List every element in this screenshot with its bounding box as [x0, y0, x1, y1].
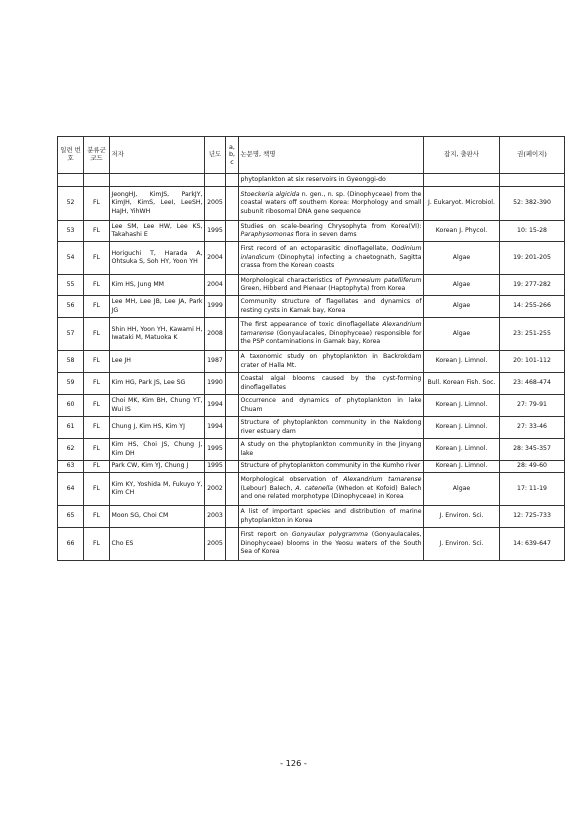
- cell-volume-pages: 28: 345-357: [500, 439, 565, 461]
- cell-journal: Korean J. Limnol.: [424, 461, 500, 473]
- cell-year: 2005: [205, 528, 226, 561]
- cell-title: [239, 275, 424, 296]
- cell-serial-no: 59: [58, 373, 84, 395]
- cell-volume-pages: 14: 255-266: [500, 296, 565, 318]
- cell-title: [239, 417, 424, 439]
- continuation-title: phytoplankton at six reservoirs in Gyeonggi-do: [239, 174, 424, 187]
- title-text: Occurrence and dynamics of phytoplankton in lake Chuam: [240, 397, 422, 413]
- cell-volume-pages: 20: 101-112: [500, 351, 565, 373]
- cell-abc: [226, 373, 239, 395]
- cell-abc: [226, 395, 239, 417]
- cell-taxon-code: FL: [84, 439, 110, 461]
- cell-volume-pages: 28: 49-60: [500, 461, 565, 473]
- cell-taxon-code: FL: [84, 528, 110, 561]
- cell-abc: [226, 351, 239, 373]
- cell-authors: JeongHJ, KimJS, ParkJY, KimJH, KimS, LeeI, LeeSH, HaJH, YihWH: [110, 187, 205, 221]
- cell-authors: Kim KY, Yoshida M, Fukuyo Y, Kim CH: [110, 473, 205, 506]
- cell-serial-no: 62: [58, 439, 84, 461]
- cell-year: 2005: [205, 187, 226, 221]
- cell-journal: J. Environ. Sci.: [424, 506, 500, 528]
- table-row: [58, 221, 565, 242]
- cell-journal: Korean J. Limnol.: [424, 439, 500, 461]
- title-species-name: Paraphysomonas: [240, 231, 294, 238]
- title-text: Green, Hibberd and Pienaar (Haptophyta) from Korea: [240, 285, 406, 292]
- cell-serial-no: 58: [58, 351, 84, 373]
- cell-year: 1994: [205, 417, 226, 439]
- cell-taxon-code: FL: [84, 351, 110, 373]
- title-text: The first appearance of toxic dinoflagellate: [240, 321, 383, 329]
- cell-serial-no: 65: [58, 506, 84, 528]
- title-species-name: Alexandrium tamarense: [343, 476, 422, 484]
- cell-title: [239, 373, 424, 395]
- cell-journal: Algae: [424, 275, 500, 296]
- cell-journal: Korean J. Limnol.: [424, 417, 500, 439]
- title-text: First record of an ectoparasitic dinoflagellate,: [240, 245, 392, 253]
- cell-taxon-code: FL: [84, 373, 110, 395]
- cell-authors: Lee SM, Lee HW, Lee KS, Takahashi E: [110, 221, 205, 242]
- table-row: [58, 275, 565, 296]
- cell-authors: Park CW, Kim YJ, Chung J: [110, 461, 205, 473]
- cell-serial-no: 64: [58, 473, 84, 506]
- cell-taxon-code: FL: [84, 275, 110, 296]
- cell-authors: Kim HG, Park JS, Lee SG: [110, 373, 205, 395]
- cell-authors: Choi MK, Kim BH, Chung YT, Wui IS: [110, 395, 205, 417]
- cell-abc: [226, 506, 239, 528]
- cell-empty: [205, 174, 226, 187]
- cell-volume-pages: 10: 15-28: [500, 221, 565, 242]
- cell-title: [239, 473, 424, 506]
- cell-title: [239, 506, 424, 528]
- title-text: (Gonyaulacales, Dinophyceae) blooms in the Yeosu waters of the South Sea of Korea: [240, 531, 422, 556]
- cell-year: 1995: [205, 439, 226, 461]
- title-text: A taxonomic study on phytoplankton in Backrokdam crater of Halla Mt.: [240, 353, 422, 369]
- document-page: [57, 136, 551, 561]
- cell-abc: [226, 417, 239, 439]
- header-serial-no: 일련 번호: [58, 137, 84, 174]
- cell-authors: Kim HS, Jung MM: [110, 275, 205, 296]
- table-row: [58, 439, 565, 461]
- page-number: - 126 -: [280, 758, 307, 768]
- cell-volume-pages: 23: 468-474: [500, 373, 565, 395]
- cell-taxon-code: FL: [84, 221, 110, 242]
- cell-title: [239, 351, 424, 373]
- title-species-name: A. catenella: [295, 484, 334, 492]
- title-species-name: Alexandrium tamarense: [240, 321, 422, 337]
- cell-title: [239, 187, 424, 221]
- cell-year: 1995: [205, 221, 226, 242]
- cell-volume-pages: 12: 725-733: [500, 506, 565, 528]
- title-text: n. gen., n. sp. (Dinophyceae) from the coastal waters off southern Korea: Morphology and small subunit ribosomal DNA gene sequence: [240, 190, 422, 215]
- cell-empty: [500, 174, 565, 187]
- cell-journal: Algae: [424, 296, 500, 318]
- cell-authors: Lee JH: [110, 351, 205, 373]
- cell-year: 1994: [205, 395, 226, 417]
- cell-serial-no: 54: [58, 242, 84, 275]
- title-species-name: Oodinium inlandicum: [240, 245, 422, 261]
- cell-serial-no: 61: [58, 417, 84, 439]
- cell-year: 1990: [205, 373, 226, 395]
- cell-authors: Kim HS, Choi JS, Chung J, Kim DH: [110, 439, 205, 461]
- cell-abc: [226, 318, 239, 351]
- cell-empty: [226, 174, 239, 187]
- cell-abc: [226, 528, 239, 561]
- cell-journal: J. Eukaryot. Microbiol.: [424, 187, 500, 221]
- cell-taxon-code: FL: [84, 318, 110, 351]
- cell-serial-no: 60: [58, 395, 84, 417]
- table-row: [58, 318, 565, 351]
- cell-volume-pages: 23: 251-255: [500, 318, 565, 351]
- cell-abc: [226, 473, 239, 506]
- table-row: [58, 417, 565, 439]
- cell-authors: Shin HH, Yoon YH, Kawami H, Iwataki M, Matuoka K: [110, 318, 205, 351]
- cell-empty: [84, 174, 110, 187]
- table-header-row: [58, 137, 565, 174]
- cell-journal: Korean J. Phycol.: [424, 221, 500, 242]
- header-year: 년도: [205, 137, 226, 174]
- cell-title: [239, 242, 424, 275]
- cell-authors: Lee MH, Lee JB, Lee JA, Park JG: [110, 296, 205, 318]
- cell-journal: Algae: [424, 318, 500, 351]
- cell-authors: Horiguchi T, Harada A, Ohtsuka S, Soh HY, Yoon YH: [110, 242, 205, 275]
- cell-year: 2004: [205, 275, 226, 296]
- cell-abc: [226, 221, 239, 242]
- table-row: [58, 473, 565, 506]
- cell-year: 2004: [205, 242, 226, 275]
- cell-journal: Bull. Korean Fish. Soc.: [424, 373, 500, 395]
- cell-volume-pages: 17: 11-19: [500, 473, 565, 506]
- cell-taxon-code: FL: [84, 506, 110, 528]
- header-title: 논문명, 책명: [239, 137, 424, 174]
- cell-volume-pages: 19: 201-205: [500, 242, 565, 275]
- cell-title: [239, 318, 424, 351]
- title-species-name: Gonyaulax polygramma: [291, 531, 368, 539]
- cell-empty: [110, 174, 205, 187]
- cell-year: 1987: [205, 351, 226, 373]
- title-text: First report on: [240, 531, 292, 539]
- table-row: [58, 528, 565, 561]
- title-species-name: Stoeckeria algicida: [240, 190, 300, 198]
- cell-authors: Moon SG, Choi CM: [110, 506, 205, 528]
- cell-title: [239, 439, 424, 461]
- cell-year: 2008: [205, 318, 226, 351]
- continuation-row: [58, 174, 565, 187]
- table-row: [58, 461, 565, 473]
- cell-taxon-code: FL: [84, 187, 110, 221]
- cell-title: [239, 461, 424, 473]
- cell-taxon-code: FL: [84, 417, 110, 439]
- cell-serial-no: 66: [58, 528, 84, 561]
- cell-journal: Korean J. Limnol.: [424, 351, 500, 373]
- title-text: (Gonyaulacales, Dinophyceae) responsible for the PSP contaminations in Gamak bay, Korea: [240, 329, 422, 346]
- table-row: [58, 373, 565, 395]
- title-text: flora in seven dams: [293, 231, 357, 238]
- cell-taxon-code: FL: [84, 461, 110, 473]
- cell-abc: [226, 296, 239, 318]
- cell-serial-no: 57: [58, 318, 84, 351]
- header-taxon-code: 분류군 코드: [84, 137, 110, 174]
- cell-taxon-code: FL: [84, 242, 110, 275]
- title-text: A study on the phytoplankton community in the Jinyang lake: [240, 441, 422, 457]
- cell-serial-no: 52: [58, 187, 84, 221]
- cell-serial-no: 55: [58, 275, 84, 296]
- cell-year: 2003: [205, 506, 226, 528]
- cell-year: 2002: [205, 473, 226, 506]
- cell-volume-pages: 27: 79-91: [500, 395, 565, 417]
- title-text: Structure of phytoplankton community in the Kumho river: [240, 462, 421, 470]
- cell-authors: Chung J, Kim HS, Kim YJ: [110, 417, 205, 439]
- title-species-name: Pymnesium patelliferum: [344, 276, 422, 284]
- title-text: Studies on scale-bearing Chrysophyta from Korea(VI):: [240, 222, 422, 230]
- cell-volume-pages: 19: 277-282: [500, 275, 565, 296]
- cell-abc: [226, 439, 239, 461]
- cell-empty: [424, 174, 500, 187]
- table-row: [58, 506, 565, 528]
- cell-title: [239, 528, 424, 561]
- cell-journal: Algae: [424, 473, 500, 506]
- cell-year: 1999: [205, 296, 226, 318]
- table-row: [58, 351, 565, 373]
- title-text: Coastal algal blooms caused by the cyst-forming dinoflagellates: [240, 375, 422, 391]
- title-text: (Dinophyta) infecting a chaetognath, Sagitta crassa from the Korean coasts: [240, 253, 422, 270]
- cell-abc: [226, 275, 239, 296]
- cell-abc: [226, 187, 239, 221]
- header-abc: a, b, c: [226, 137, 239, 174]
- table-row: [58, 242, 565, 275]
- cell-taxon-code: FL: [84, 395, 110, 417]
- bibliography-table: [57, 136, 565, 561]
- title-text: Community structure of flagellates and dynamics of resting cysts in Kamak bay, Korea: [240, 298, 422, 314]
- cell-serial-no: 63: [58, 461, 84, 473]
- cell-journal: Korean J. Limnol.: [424, 395, 500, 417]
- cell-volume-pages: 52: 382-390: [500, 187, 565, 221]
- cell-serial-no: 56: [58, 296, 84, 318]
- title-text: (Lebour) Balech,: [240, 484, 296, 492]
- table-row: [58, 187, 565, 221]
- cell-journal: J. Environ. Sci.: [424, 528, 500, 561]
- title-text: A list of important species and distribution of marine phytoplankton in Korea: [240, 508, 422, 524]
- header-volume-pages: 권(페이지): [500, 137, 565, 174]
- cell-title: [239, 296, 424, 318]
- cell-taxon-code: FL: [84, 473, 110, 506]
- cell-abc: [226, 242, 239, 275]
- cell-title: [239, 395, 424, 417]
- table-row: [58, 395, 565, 417]
- header-journal: 잡지, 출판사: [424, 137, 500, 174]
- title-text: Morphological characteristics of: [240, 276, 345, 284]
- cell-authors: Cho ES: [110, 528, 205, 561]
- cell-abc: [226, 461, 239, 473]
- cell-empty: [58, 174, 84, 187]
- title-text: Morphological observation of: [240, 476, 344, 484]
- header-authors: 저자: [110, 137, 205, 174]
- cell-year: 1995: [205, 461, 226, 473]
- cell-volume-pages: 27: 33-46: [500, 417, 565, 439]
- cell-serial-no: 53: [58, 221, 84, 242]
- cell-volume-pages: 14: 639-647: [500, 528, 565, 561]
- cell-title: [239, 221, 424, 242]
- title-text: (Whedon et Kofoid) Balech and one related morphotype (Dinophyceae) in Korea: [240, 484, 422, 501]
- table-row: [58, 296, 565, 318]
- cell-journal: Algae: [424, 242, 500, 275]
- title-text: Structure of phytoplankton community in the Nakdong river estuary dam: [240, 419, 422, 435]
- cell-taxon-code: FL: [84, 296, 110, 318]
